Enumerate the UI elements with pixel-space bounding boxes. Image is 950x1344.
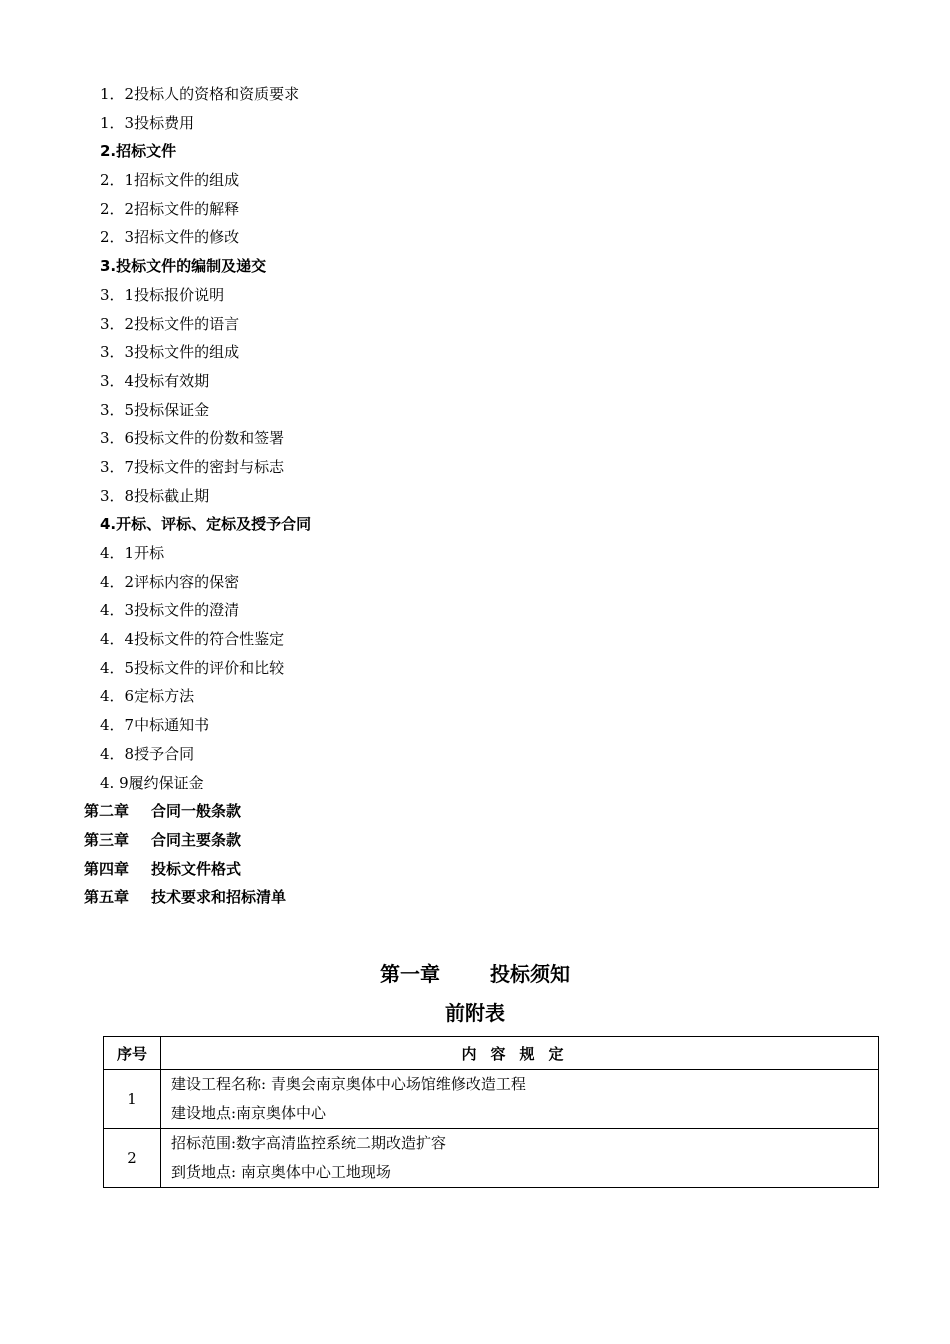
- toc-item: 4．7中标通知书: [100, 716, 210, 735]
- chapter-number: 第二章: [84, 802, 130, 821]
- front-table-title: 前附表: [445, 1001, 505, 1025]
- chapter-title: 合同主要条款: [151, 830, 242, 849]
- toc-chapter: [0, 826, 950, 855]
- row-index: 2: [104, 1129, 161, 1188]
- chapter-number: 第三章: [84, 830, 130, 849]
- row-content-line: 招标范围:数字高清监控系统二期改造扩容: [171, 1134, 447, 1152]
- row-content-line: 建设工程名称: 青奥会南京奥体中心场馆维修改造工程: [171, 1075, 526, 1093]
- toc-item: 3．6投标文件的份数和签署: [100, 429, 285, 448]
- chapter-heading-number: 第一章: [380, 962, 440, 986]
- toc-item: 3．8投标截止期: [100, 486, 210, 505]
- toc-section: 2.招标文件: [100, 142, 177, 161]
- row-content-line: 到货地点: 南京奥体中心工地现场: [171, 1163, 391, 1181]
- table-row: [104, 1070, 879, 1129]
- table-of-contents: [0, 80, 950, 912]
- toc-item: 3．3投标文件的组成: [100, 343, 240, 362]
- chapter-heading: [0, 958, 950, 987]
- toc-item: 4．8授予合同: [100, 744, 195, 763]
- toc-item: 4．4投标文件的符合性鉴定: [100, 630, 285, 649]
- toc-item: 4. 9履约保证金: [100, 773, 204, 792]
- header-index: 序号: [104, 1037, 161, 1070]
- header-content: 内容规定: [161, 1037, 879, 1070]
- chapter-number: 第五章: [84, 888, 130, 907]
- front-table: [103, 1036, 879, 1188]
- toc-item: 1．2投标人的资格和资质要求: [100, 85, 300, 103]
- toc-item: 4．3投标文件的澄清: [100, 601, 240, 620]
- row-content-line: 建设地点:南京奥体中心: [171, 1104, 327, 1122]
- toc-item: 3．2投标文件的语言: [100, 314, 240, 333]
- chapter-title: 合同一般条款: [151, 802, 242, 821]
- chapter-title: 技术要求和招标清单: [151, 888, 287, 907]
- row-content: [161, 1129, 879, 1188]
- toc-item: 2．2招标文件的解释: [100, 199, 240, 218]
- toc-item: 3．5投标保证金: [100, 400, 210, 419]
- row-content: [161, 1070, 879, 1129]
- toc-chapter: [0, 797, 950, 826]
- table-header-row: [104, 1037, 879, 1070]
- toc-item: 4．5投标文件的评价和比较: [100, 658, 285, 677]
- toc-item: 1．3投标费用: [100, 113, 195, 132]
- toc-item: 3．4投标有效期: [100, 371, 210, 390]
- toc-item: 4．6定标方法: [100, 687, 195, 706]
- chapter-title: 投标文件格式: [151, 859, 242, 878]
- toc-item: 3．7投标文件的密封与标志: [100, 457, 285, 476]
- toc-item: 4．2评标内容的保密: [100, 572, 240, 591]
- toc-item: 2．1招标文件的组成: [100, 171, 240, 190]
- toc-section: 4.开标、评标、定标及授予合同: [100, 515, 312, 534]
- row-index: 1: [104, 1070, 161, 1129]
- toc-section: 3.投标文件的编制及递交: [100, 257, 267, 276]
- toc-item: 3．1投标报价说明: [100, 285, 225, 304]
- chapter-heading-title: 投标须知: [490, 962, 570, 986]
- chapter-number: 第四章: [84, 859, 130, 878]
- toc-chapter: [0, 855, 950, 884]
- toc-chapter: [0, 883, 950, 912]
- toc-item: 2．3招标文件的修改: [100, 228, 240, 247]
- table-row: [104, 1129, 879, 1188]
- toc-item: 4．1开标: [100, 544, 165, 562]
